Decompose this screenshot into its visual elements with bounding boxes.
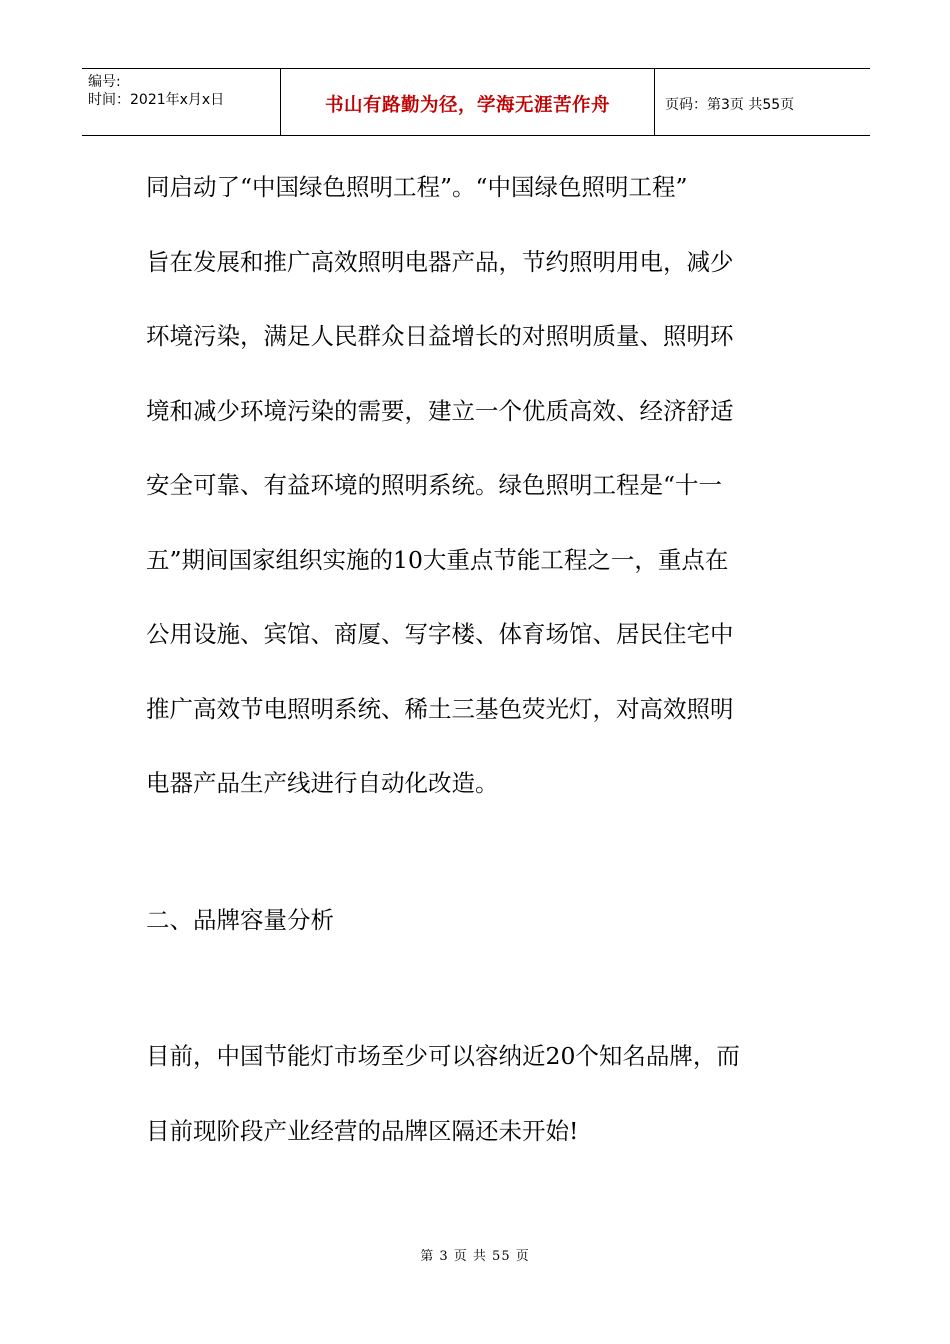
page-info: 页码：第3页 共55页 <box>665 97 795 113</box>
header-meta-cell <box>82 69 281 135</box>
paragraph-2 <box>146 1019 818 1168</box>
page-header <box>82 68 870 136</box>
text-line: 目前现阶段产业经营的品牌区隔还未开始! <box>146 1116 579 1145</box>
motto-text: 书山有路勤为径，学海无涯苦作舟 <box>324 95 610 116</box>
number-label: 编号: <box>88 74 121 90</box>
page-footer: 第 3 页 共 55 页 <box>420 1249 530 1264</box>
text-line: 境和减少环境污染的需要，建立一个优质高效、经济舒适 <box>146 396 734 425</box>
text-line: 目前，中国节能灯市场至少可以容纳近20个知名品牌，而 <box>146 1042 740 1070</box>
text-line: 安全可靠、有益环境的照明系统。绿色照明工程是“十一 <box>146 471 723 499</box>
text-line: 推广高效节电照明系统、稀土三基色荧光灯，对高效照明 <box>146 694 734 723</box>
text-line: 公用设施、宾馆、商厦、写字楼、体育场馆、居民住宅中 <box>146 620 734 648</box>
section-heading: 二、品牌容量分析 <box>146 905 334 934</box>
text-line: 旨在发展和推广高效照明电器产品，节约照明用电，减少 <box>146 247 734 276</box>
document-body <box>146 150 818 1168</box>
text-line: 电器产品生产线进行自动化改造。 <box>146 769 499 797</box>
time-label: 时间：2021年x月x日 <box>88 92 225 108</box>
text-line: 同启动了“中国绿色照明工程”。“中国绿色照明工程” <box>146 173 688 201</box>
header-page-cell <box>655 69 870 135</box>
text-line: 环境污染，满足人民群众日益增长的对照明质量、照明环 <box>146 322 734 350</box>
paragraph-1 <box>146 150 818 821</box>
header-motto-cell <box>281 69 655 135</box>
text-line: 五”期间国家组织实施的10大重点节能工程之一，重点在 <box>146 545 729 574</box>
